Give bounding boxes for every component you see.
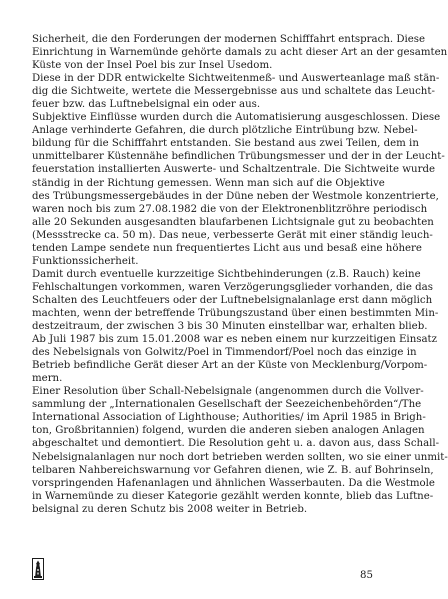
text-line: alle 20 Sekunden ausgesandten blaufarbenen Lichtsignale gut zu beobachten bbox=[32, 216, 434, 228]
text-line: destzeitraum, der zwischen 3 bis 30 Minuten einstellbar war, erhalten blieb. bbox=[32, 321, 428, 333]
body-text bbox=[32, 33, 448, 516]
text-line: feuerstation installierten Auswerte- und Schaltzentrale. Die Sichtweite wurde bbox=[32, 164, 435, 176]
text-line: Fehlschaltungen vorkommen, waren Verzögerungsglieder vorhanden, die das bbox=[32, 281, 433, 293]
text-line: Küste von der Insel Poel bis zur Insel Usedom. bbox=[32, 60, 273, 72]
text-line: Damit durch eventuelle kurzzeitige Sichtbehinderungen (z.B. Rauch) keine bbox=[32, 268, 421, 280]
text-line: abgeschaltet und demontiert. Die Resolution geht u. a. davon aus, dass Schall- bbox=[32, 438, 440, 450]
text-line: Diese in der DDR entwickelte Sichtweitenmeß- und Auswerteanlage maß stän- bbox=[32, 73, 440, 85]
text-line: telbaren Nahbereichswarnung vor Gefahren dienen, wie Z. B. auf Bohrinseln, bbox=[32, 464, 434, 476]
text-line: Nebelsignalanlagen nur noch dort betrieben werden sollten, wo sie einer unmit- bbox=[32, 451, 448, 463]
page-footer bbox=[32, 558, 373, 584]
text-line: des Nebelsignals von Golwitz/Poel in Timmendorf/Poel noch das einzige in bbox=[32, 347, 417, 359]
text-line: machten, wenn der betreffende Trübungszustand über einen bestimmten Min- bbox=[32, 307, 439, 319]
text-line: Funktionssicherheit. bbox=[32, 255, 139, 267]
text-line: belsignal zu deren Schutz bis 2008 weiter in Betrieb. bbox=[32, 503, 308, 515]
text-line: sammlung der „Internationalen Gesellschaft der Seezeichenbehörden“/The bbox=[32, 399, 422, 411]
text-line: waren noch bis zum 27.08.1982 die von der Elektronenblitzröhre periodisch bbox=[32, 203, 428, 215]
lighthouse-logo-icon bbox=[32, 558, 44, 580]
page-number: 85 bbox=[360, 570, 373, 581]
text-line: International Association of Lighthouse; Authorities/ im April 1985 in Brigh- bbox=[32, 412, 426, 424]
text-line: Subjektive Einflüsse wurden durch die Automatisierung ausgeschlossen. Diese bbox=[32, 112, 441, 124]
text-line: feuer bzw. das Luftnebelsignal ein oder aus. bbox=[32, 99, 261, 111]
text-line: dig die Sichtweite, wertete die Messergebnisse aus und schaltete das Leucht- bbox=[32, 86, 435, 98]
text-line: Betrieb befindliche Gerät dieser Art an der Küste von Mecklenburg/Vorpom- bbox=[32, 360, 428, 372]
text-line: mern. bbox=[32, 373, 63, 385]
text-line: bildung für die Schifffahrt entstanden. Sie bestand aus zwei Teilen, dem in bbox=[32, 138, 419, 150]
text-line: Einrichtung in Warnemünde gehörte damals zu acht dieser Art an der gesamten bbox=[32, 47, 448, 59]
text-line: vorspringenden Hafenanlagen und ähnlichen Wasserbauten. Da die Westmole bbox=[32, 477, 435, 489]
text-line: in Warnemünde zu dieser Kategorie gezählt werden konnte, blieb das Luftne- bbox=[32, 490, 434, 502]
text-line: (Messstrecke ca. 50 m). Das neue, verbesserte Gerät mit einer ständig leuch- bbox=[32, 229, 433, 241]
text-line: Sicherheit, die den Forderungen der modernen Schifffahrt entsprach. Diese bbox=[32, 34, 426, 45]
text-line: Anlage verhinderte Gefahren, die durch plötzliche Eintrübung bzw. Nebel- bbox=[32, 125, 418, 137]
text-line: tenden Lampe sendete nun frequentiertes Licht aus und besaß eine höhere bbox=[32, 242, 422, 254]
text-line: ton, Großbritannien) folgend, wurden die anderen sieben analogen Anlagen bbox=[32, 425, 425, 437]
text-line: Ab Juli 1987 bis zum 15.01.2008 war es neben einem nur kurzzeitigen Einsatz bbox=[32, 334, 438, 346]
text-line: des Trübungsmessergebäudes in der Düne neben der Westmole konzentrierte, bbox=[32, 190, 439, 202]
text-line: Schalten des Leuchtfeuers oder der Luftnebelsignalanlage erst dann möglich bbox=[32, 294, 433, 306]
text-line: Einer Resolution über Schall-Nebelsignale (angenommen durch die Vollver- bbox=[32, 386, 424, 398]
text-line: unmittelbarer Küstennähe befindlichen Trübungsmesser und der in der Leucht- bbox=[32, 151, 445, 163]
text-line: ständig in der Richtung gemessen. Wenn man sich auf die Objektive bbox=[32, 177, 385, 189]
